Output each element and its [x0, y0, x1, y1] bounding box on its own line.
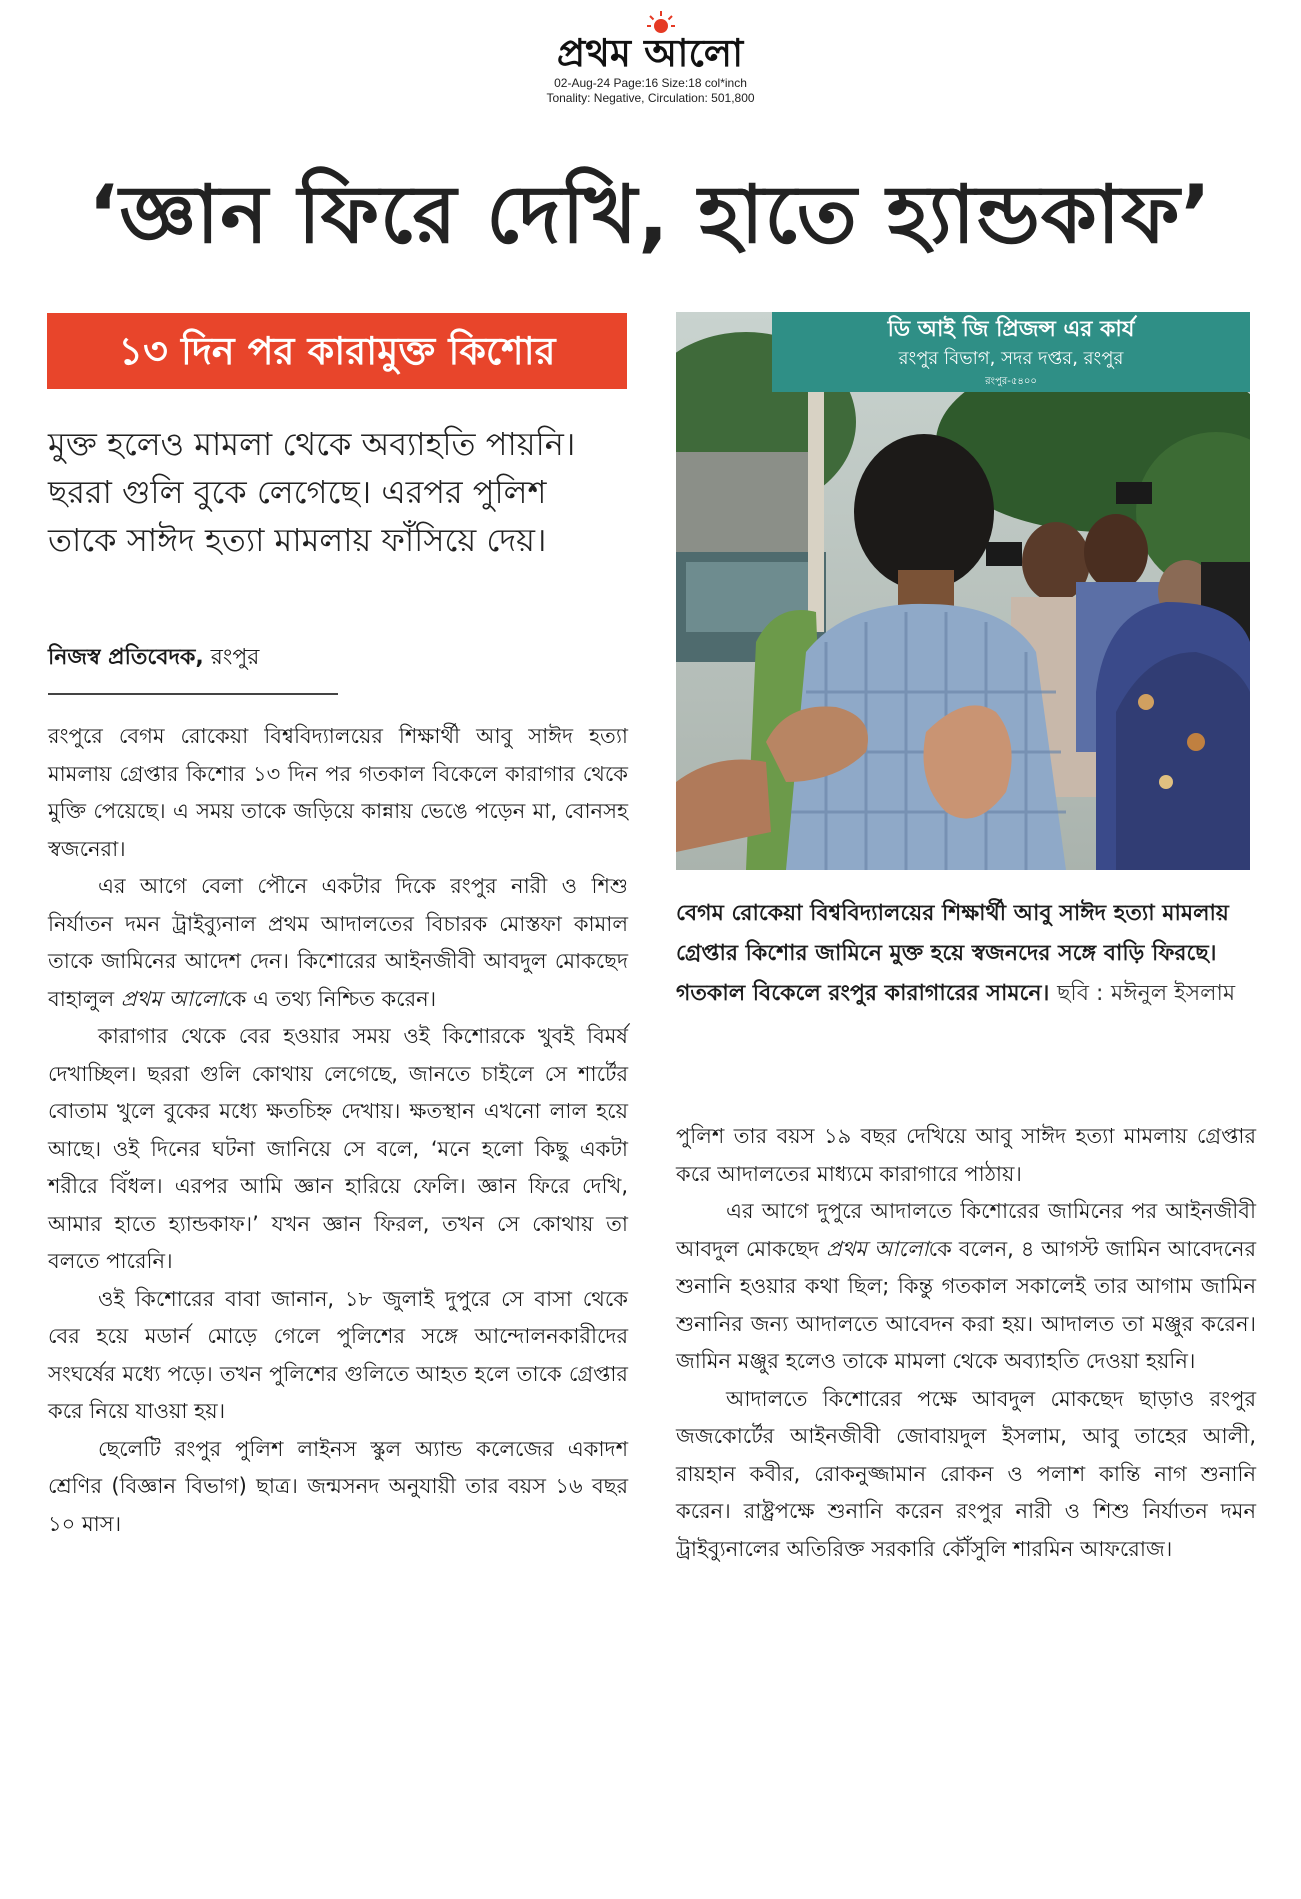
paragraph: ছেলেটি রংপুর পুলিশ লাইনস স্কুল অ্যান্ড কলেজের একাদশ শ্রেণির (বিজ্ঞান বিভাগ) ছাত্র। জন্মসনদ অনুযায়ী তার বয়স ১৬ বছর ১০ মাস। — [48, 1436, 628, 1536]
publication-meta — [0, 76, 1301, 106]
meta-line-2: Tonality: Negative, Circulation: 501,800 — [546, 91, 755, 105]
sign-line-3: রংপুর-৫৪০০ — [985, 376, 1037, 387]
byline — [48, 643, 348, 673]
publication-name-italic: প্রথম আলো — [120, 986, 224, 1011]
prison-signboard — [772, 312, 1250, 392]
paragraph: রংপুরে বেগম রোকেয়া বিশ্ববিদ্যালয়ের শিক্ষার্থী আবু সাঈদ হত্যা মামলায় গ্রেপ্তার কিশোর ১৩ দিন পর গতকাল বিকেলে কারাগার থেকে মুক্তি পেয়েছে। এ সময় তাকে জড়িয়ে কান্নায় ভেঙে পড়েন মা, বোনসহ স্বজনেরা। — [48, 724, 628, 861]
masthead — [0, 0, 1301, 110]
article-column-right — [676, 1118, 1256, 1568]
paragraph-text: কে এ তথ্য নিশ্চিত করেন। — [223, 986, 437, 1011]
meta-line-1: 02-Aug-24 Page:16 Size:18 col*inch — [554, 76, 747, 90]
sign-line-2: রংপুর বিভাগ, সদর দপ্তর, রংপুর — [898, 348, 1124, 369]
caption-text: বেগম রোকেয়া বিশ্ববিদ্যালয়ের শিক্ষার্থী আবু সাঈদ হত্যা মামলায় গ্রেপ্তার কিশোর জামিনে মুক্ত হয়ে স্বজনদের সঙ্গে বাড়ি ফিরছে। গতকাল বিকেলে রংপুর কারাগারের সামনে। — [676, 901, 1229, 1006]
paragraph — [676, 1193, 1256, 1381]
paragraph-text: এর আগে দুপুরে আদালতে কিশোরের জামিনের পর আইনজীবী আবদুল মোকছেদ — [676, 1199, 1256, 1261]
newspaper-logo — [510, 10, 790, 75]
news-photo — [676, 312, 1250, 870]
publication-name-italic: প্রথম আলো — [826, 1236, 929, 1261]
sign-line-1: ডি আই জি প্রিজন্স এর কার্য — [887, 317, 1135, 342]
paragraph: ওই কিশোরের বাবা জানান, ১৮ জুলাই দুপুরে সে বাসা থেকে বের হয়ে মডার্ন মোড়ে গেলে পুলিশের সঙ্গে আন্দোলনকারীদের সংঘর্ষের মধ্যে পড়ে। তখন পুলিশের গুলিতে আহত হলে তাকে গ্রেপ্তার করে নিয়ে যাওয়া হয়। — [48, 1286, 628, 1423]
logo-text: প্রথম আলো — [556, 30, 744, 75]
kicker-banner: ১৩ দিন পর কারামুক্ত কিশোর — [47, 313, 627, 389]
paragraph-text: এর আগে বেলা পৌনে একটার দিকে রংপুর নারী ও শিশু নির্যাতন দমন ট্রাইব্যুনাল প্রথম আদালতের বিচারক মোস্তফা কামাল তাকে জামিনের আদেশ দেন। কিশোরের আইনজীবী আবদুল মোকছেদ বাহালুল — [48, 874, 628, 1011]
byline-reporter: নিজস্ব প্রতিবেদক, — [48, 645, 204, 670]
paragraph: কারাগার থেকে বের হওয়ার সময় ওই কিশোরকে খুবই বিমর্ষ দেখাচ্ছিল। ছররা গুলি কোথায় লেগেছে, জানতে চাইলে সে শার্টের বোতাম খুলে বুকের মধ্যে ক্ষতচিহ্ন দেখায়। ক্ষতস্থান এখনো লাল হয়ে আছে। ওই দিনের ঘটনা জানিয়ে সে বলে, ‘মনে হলো কিছু একটা শরীরে বিঁধল। এরপর আমি জ্ঞান হারিয়ে ফেলি। জ্ঞান ফিরে দেখি, আমার হাতে হ্যান্ডকাফ।’ যখন জ্ঞান ফিরল, তখন সে কোথায় তা বলতে পারেনি। — [48, 1024, 628, 1273]
intro-blurb: মুক্ত হলেও মামলা থেকে অব্যাহতি পায়নি। ছররা গুলি বুকে লেগেছে। এরপর পুলিশ তাকে সাঈদ হত্যা মামলায় ফাঁসিয়ে দেয়। — [48, 425, 576, 559]
paragraph: আদালতে কিশোরের পক্ষে আবদুল মোকছেদ ছাড়াও রংপুর জজকোর্টের আইনজীবী জোবায়দুল ইসলাম, আবু তাহের আলী, রায়হান কবীর, রোকনুজ্জামান রোকন ও পলাশ কান্তি নাগ শুনানি করেন। রাষ্ট্রপক্ষে শুনানি করেন রংপুর নারী ও শিশু নির্যাতন দমন ট্রাইব্যুনালের অতিরিক্ত সরকারি কৌঁসুলি শারমিন আফরোজ। — [676, 1386, 1256, 1561]
caption-credit-name: মঈনুল ইসলাম — [1111, 981, 1236, 1006]
paragraph-text: কে বলেন, ৪ আগস্ট জামিন আবেদনের শুনানি হওয়ার কথা ছিল; কিন্তু গতকাল সকালেই তার আগাম জামিন শুনানির জন্য আদালতে আবেদন করা হয়। আদালত তা মঞ্জুর করেন। জামিন মঞ্জুর হলেও তাকে মামলা থেকে অব্যাহতি দেওয়া হয়নি। — [676, 1236, 1256, 1373]
paragraph — [48, 868, 628, 1018]
byline-divider — [48, 693, 338, 695]
headline: ‘জ্ঞান ফিরে দেখি, হাতে হ্যান্ডকাফ’ — [88, 168, 1212, 261]
caption-credit-label: ছবি : — [1057, 981, 1104, 1006]
article-column-left — [48, 718, 628, 1543]
photo-caption — [676, 894, 1256, 1014]
byline-place: রংপুর — [210, 645, 260, 670]
paragraph: পুলিশ তার বয়স ১৯ বছর দেখিয়ে আবু সাঈদ হত্যা মামলায় গ্রেপ্তার করে আদালতের মাধ্যমে কারাগারে পাঠায়। — [676, 1124, 1256, 1186]
